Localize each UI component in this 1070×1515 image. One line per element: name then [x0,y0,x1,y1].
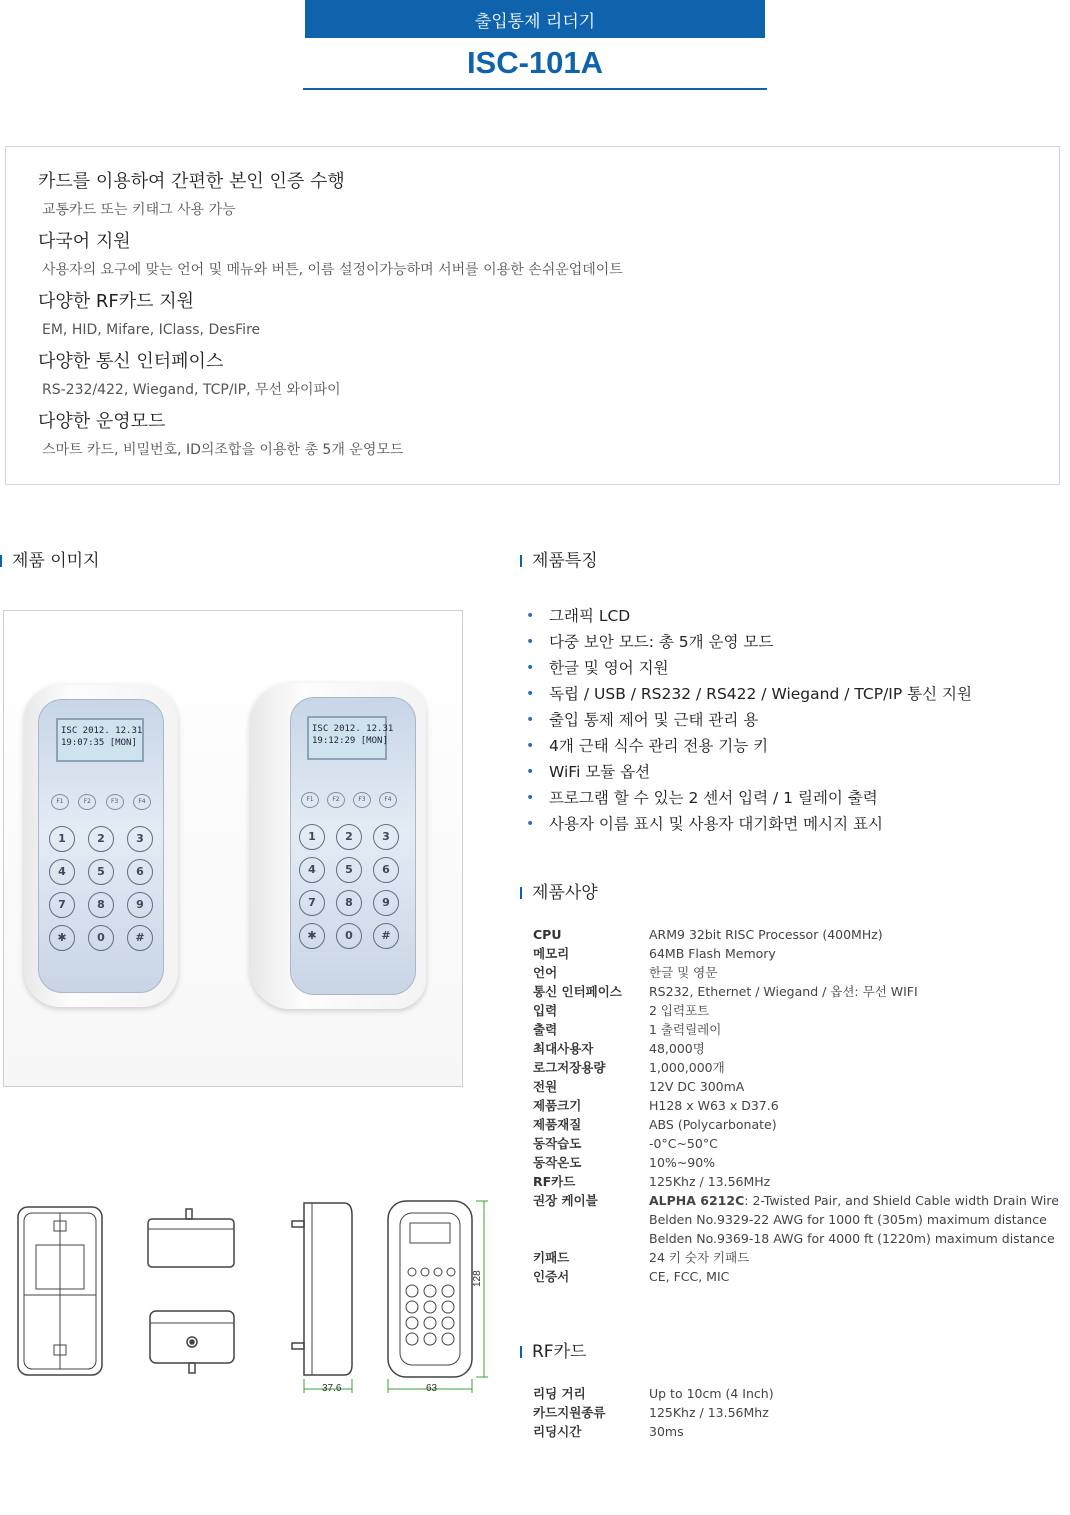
keypad-key: 6 [127,859,153,885]
spec-row [533,1115,1059,1134]
spec-value: Up to 10cm (4 Inch) [649,1386,774,1401]
cable-line: Belden No.9329-22 AWG for 1000 ft (305m) maximum distance [649,1212,1047,1227]
product-image-frame [3,610,463,1087]
spec-key: 출력 [533,1022,558,1037]
keypad-key: 9 [373,890,399,916]
dimension-width-label: 63 [426,1383,438,1394]
function-key: F3 [353,792,371,808]
feature-item [38,287,1059,347]
list-item: • 독립 / USB / RS232 / RS422 / Wiegand / TCP/IP 통신 지원 [526,681,972,707]
keypad-key: ✱ [49,925,75,951]
feature-title: 다양한 통신 인터페이스 [38,351,224,372]
spec-row [533,963,1059,982]
function-key: F2 [327,792,345,808]
section-title-image: 제품 이미지 [0,550,100,572]
spec-key: 카드지원종류 [533,1405,606,1420]
spec-key: 전원 [533,1079,558,1094]
function-key: F1 [51,794,69,810]
spec-value: 한글 및 영문 [649,965,718,980]
spec-value: 2 입력포트 [649,1003,710,1018]
keypad-key: 1 [49,826,75,852]
spec-key: 인증서 [533,1269,570,1284]
top-view-drawing [148,1209,234,1267]
device-panel [290,697,416,995]
spec-value: 10%~90% [649,1155,716,1170]
spec-row [533,1096,1059,1115]
keypad-key: 5 [88,859,114,885]
keypad-key: 2 [336,824,362,850]
spec-key: 제품크기 [533,1098,582,1113]
spec-row [533,1422,774,1441]
spec-value [649,1191,1059,1248]
keypad-key: 4 [49,859,75,885]
keypad-key: 7 [49,892,75,918]
spec-row [533,1001,1059,1020]
keypad-key: 7 [299,890,325,916]
dimension-depth-label: 37.6 [322,1383,342,1394]
device-front-image [24,685,178,1007]
spec-value: 125Khz / 13.56Mhz [649,1405,769,1420]
function-keys [51,794,151,810]
feature-item [38,167,1059,227]
function-keys [301,792,397,808]
spec-row [533,1403,774,1422]
spec-row [533,1153,1059,1172]
keypad-key: ✱ [299,923,325,949]
rf-spec-table [533,1384,774,1441]
feature-title: 다양한 RF카드 지원 [38,291,195,312]
list-item: • 다중 보안 모드: 총 5개 운영 모드 [526,629,972,655]
keypad-key: 1 [299,824,325,850]
keypad-key: 3 [373,824,399,850]
spec-row [533,1248,1059,1267]
list-item: • 사용자 이름 표시 및 사용자 대기화면 메시지 표시 [526,811,972,837]
feature-title: 다국어 지원 [38,231,131,252]
keypad-key: 2 [88,826,114,852]
list-item: • 프로그램 할 수 있는 2 센서 입력 / 1 릴레이 출력 [526,785,972,811]
spec-key: 제품재질 [533,1117,582,1132]
list-item: • 한글 및 영어 지원 [526,655,972,681]
spec-value: 125Khz / 13.56MHz [649,1174,771,1189]
model-title: ISC-101A [303,44,767,90]
spec-key: 리딩 거리 [533,1386,586,1401]
spec-row [533,1134,1059,1153]
spec-value: RS232, Ethernet / Wiegand / 옵션: 무선 WIFI [649,984,918,999]
section-title-rfcard: RF카드 [520,1341,586,1363]
numeric-keypad [49,826,153,951]
spec-row [533,1058,1059,1077]
keypad-key: 4 [299,857,325,883]
spec-value: -0°C~50°C [649,1136,718,1151]
lcd-display: ISC 2012. 12.31 19:12:29 [MON] [307,716,387,760]
feature-desc: RS-232/422, Wiegand, TCP/IP, 무선 와이파이 [42,382,341,398]
spec-row [533,982,1059,1001]
spec-value: 48,000명 [649,1041,705,1056]
spec-key: 로그저장용량 [533,1060,606,1075]
bottom-view-drawing [150,1311,234,1373]
function-key: F4 [133,794,151,810]
spec-value: 1,000,000개 [649,1060,725,1075]
spec-value: 1 출력릴레이 [649,1022,722,1037]
spec-key: 동작온도 [533,1155,582,1170]
spec-key: 언어 [533,965,558,980]
back-plate-drawing [18,1207,102,1375]
spec-row [533,1039,1059,1058]
keypad-key: # [127,925,153,951]
function-key: F2 [78,794,96,810]
spec-key: CPU [533,927,562,942]
spec-value: 12V DC 300mA [649,1079,745,1094]
spec-value: ARM9 32bit RISC Processor (400MHz) [649,927,883,942]
keypad-key: 0 [88,925,114,951]
spec-key: 동작습도 [533,1136,582,1151]
category-banner: 출입통제 리더기 [305,0,765,38]
feature-desc: 교통카드 또는 키태그 사용 가능 [42,202,236,218]
technical-drawings [10,1195,490,1400]
side-view-drawing [292,1203,352,1393]
feature-desc: 사용자의 요구에 맞는 언어 및 메뉴와 버튼, 이름 설정이가능하며 서버를 이용한 손쉬운업데이트 [42,262,623,278]
keypad-key: 0 [336,923,362,949]
spec-key: 권장 케이블 [533,1193,598,1208]
product-feature-list [526,603,972,837]
keypad-key: 6 [373,857,399,883]
keypad-key: 5 [336,857,362,883]
spec-value: H128 x W63 x D37.6 [649,1098,779,1113]
section-title-specs: 제품사양 [520,882,598,904]
spec-value: CE, FCC, MIC [649,1269,730,1284]
list-item: • WiFi 모듈 옵션 [526,759,972,785]
device-angled-image [250,683,426,1009]
feature-desc: 스마트 카드, 비밀번호, ID의조합을 이용한 총 5개 운영모드 [42,442,404,458]
section-title-features: 제품특징 [520,550,598,572]
spec-value: 64MB Flash Memory [649,946,776,961]
keypad-key: 9 [127,892,153,918]
list-item: • 그래픽 LCD [526,603,972,629]
lcd-display: ISC 2012. 12.31 19:07:35 [MON] [56,718,144,762]
feature-summary-box [5,146,1060,485]
spec-key: 키패드 [533,1250,570,1265]
numeric-keypad [299,824,399,949]
spec-key: 통신 인터페이스 [533,984,622,999]
feature-item [38,227,1059,287]
spec-key: RF카드 [533,1174,576,1189]
spec-key: 입력 [533,1003,558,1018]
keypad-key: 8 [336,890,362,916]
spec-row [533,925,1059,944]
function-key: F4 [379,792,397,808]
device-panel [38,699,164,993]
function-key: F1 [301,792,319,808]
spec-row [533,1384,774,1403]
spec-value: ABS (Polycarbonate) [649,1117,777,1132]
cable-model: ALPHA 6212C [649,1193,745,1208]
feature-title: 카드를 이용하여 간편한 본인 인증 수행 [38,171,345,192]
front-view-drawing [388,1201,488,1393]
cable-line: Belden No.9369-18 AWG for 4000 ft (1220m) maximum distance [649,1231,1055,1246]
spec-table [533,925,1059,1286]
spec-row [533,1267,1059,1286]
spec-row [533,944,1059,963]
feature-item [38,347,1059,407]
cable-desc: : 2-Twisted Pair, and Shield Cable width Drain Wire [744,1193,1059,1208]
spec-row-cable [533,1191,1059,1248]
spec-value: 30ms [649,1424,684,1439]
spec-key: 리딩시간 [533,1424,582,1439]
keypad-key: # [373,923,399,949]
spec-row [533,1020,1059,1039]
spec-key: 최대사용자 [533,1041,594,1056]
keypad-key: 3 [127,826,153,852]
spec-row [533,1077,1059,1096]
spec-value: 24 키 숫자 키패드 [649,1250,750,1265]
list-item: • 출입 통제 제어 및 근태 관리 용 [526,707,972,733]
spec-row [533,1172,1059,1191]
list-item: • 4개 근태 식수 관리 전용 기능 키 [526,733,972,759]
dimension-height-label: 128 [472,1270,483,1287]
function-key: F3 [106,794,124,810]
keypad-key: 8 [88,892,114,918]
feature-desc: EM, HID, Mifare, IClass, DesFire [42,322,261,338]
feature-title: 다양한 운영모드 [38,411,166,432]
feature-item [38,407,1059,467]
spec-key: 메모리 [533,946,570,961]
